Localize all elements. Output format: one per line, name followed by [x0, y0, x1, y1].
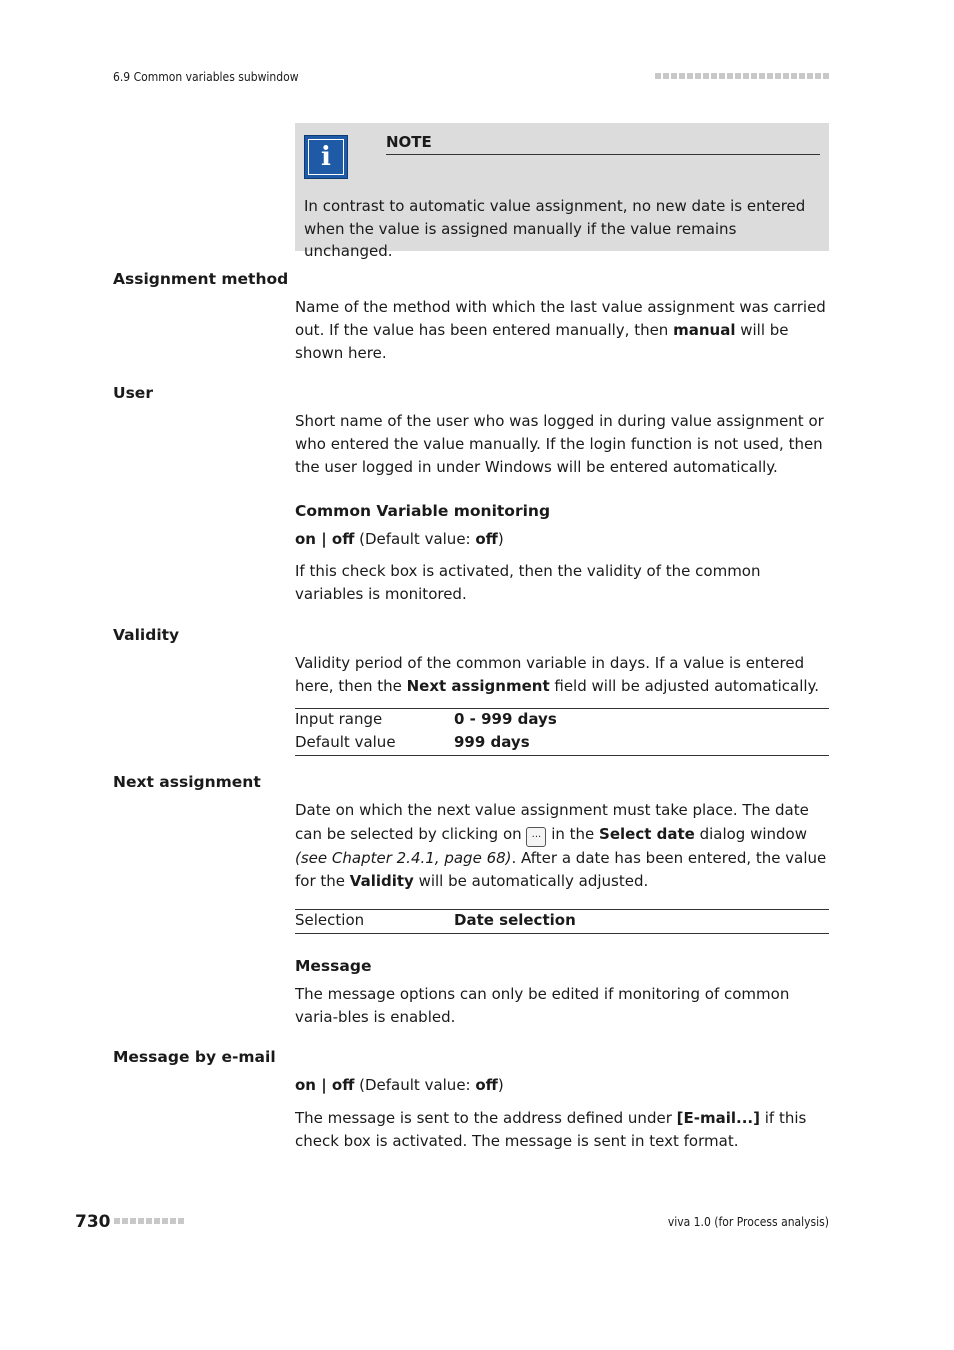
table-row [295, 910, 829, 933]
footer-decoration [114, 1218, 184, 1224]
user-description: Short name of the user who was logged in during value assignment or who entered the value manually. If the login function is not used, then the user logged in under Windows will be entered automatically. [295, 412, 824, 476]
assignment-method-description: Name of the method with which the last value assignment was carried out. If the value has been entered manually, then manual will be shown here. [295, 298, 826, 362]
message-email-default: on | off (Default value: off) [295, 1076, 504, 1094]
message-heading: Message [295, 957, 372, 975]
header-decoration [655, 73, 829, 79]
term-message-by-email: Message by e-mail [113, 1048, 276, 1066]
footer-product: viva 1.0 (for Process analysis) [667, 1215, 829, 1229]
next-assignment-description: Date on which the next value assignment must take place. The date can be selected by clicking on ... in the Select date dialog window (see Chapter 2.4.1, page 68). After a date has been entered, the value for the Validity will be automatically adjusted. [295, 801, 827, 890]
message-description: The message options can only be edited if monitoring of common varia-bles is enabled. [295, 985, 790, 1026]
table-row [295, 709, 829, 732]
table-value: Date selection [454, 911, 576, 929]
validity-description: Validity period of the common variable in days. If a value is entered here, then the Next assignment field will be adjusted automatically. [295, 654, 820, 695]
page-number: 730 [75, 1212, 111, 1232]
validity-table [295, 708, 829, 756]
monitoring-heading: Common Variable monitoring [295, 502, 551, 520]
table-value: 999 days [454, 733, 530, 751]
note-text: In contrast to automatic value assignment, no new date is entered when the value is assigned manually if the value remains unchanged. [304, 197, 806, 260]
ellipsis-button-icon: ... [526, 827, 546, 847]
term-validity: Validity [113, 626, 180, 644]
info-icon: i [304, 135, 348, 179]
note-box [295, 123, 829, 260]
monitoring-default: on | off (Default value: off) [295, 530, 504, 548]
note-title: NOTE [386, 133, 820, 155]
monitoring-description: If this check box is activated, then the validity of the common variables is monitored. [295, 562, 761, 603]
table-label: Input range [295, 710, 383, 728]
table-label: Default value [295, 733, 396, 751]
next-assignment-table [295, 909, 829, 934]
term-next-assignment: Next assignment [113, 773, 261, 791]
running-header: 6.9 Common variables subwindow [113, 70, 299, 84]
table-value: 0 - 999 days [454, 710, 557, 728]
message-email-description: The message is sent to the address defined under [E-mail...] if this check box is activated. The message is sent in text format. [295, 1109, 807, 1150]
term-assignment-method: Assignment method [113, 270, 289, 288]
term-user: User [113, 384, 153, 402]
table-row [295, 732, 829, 755]
table-label: Selection [295, 911, 365, 929]
